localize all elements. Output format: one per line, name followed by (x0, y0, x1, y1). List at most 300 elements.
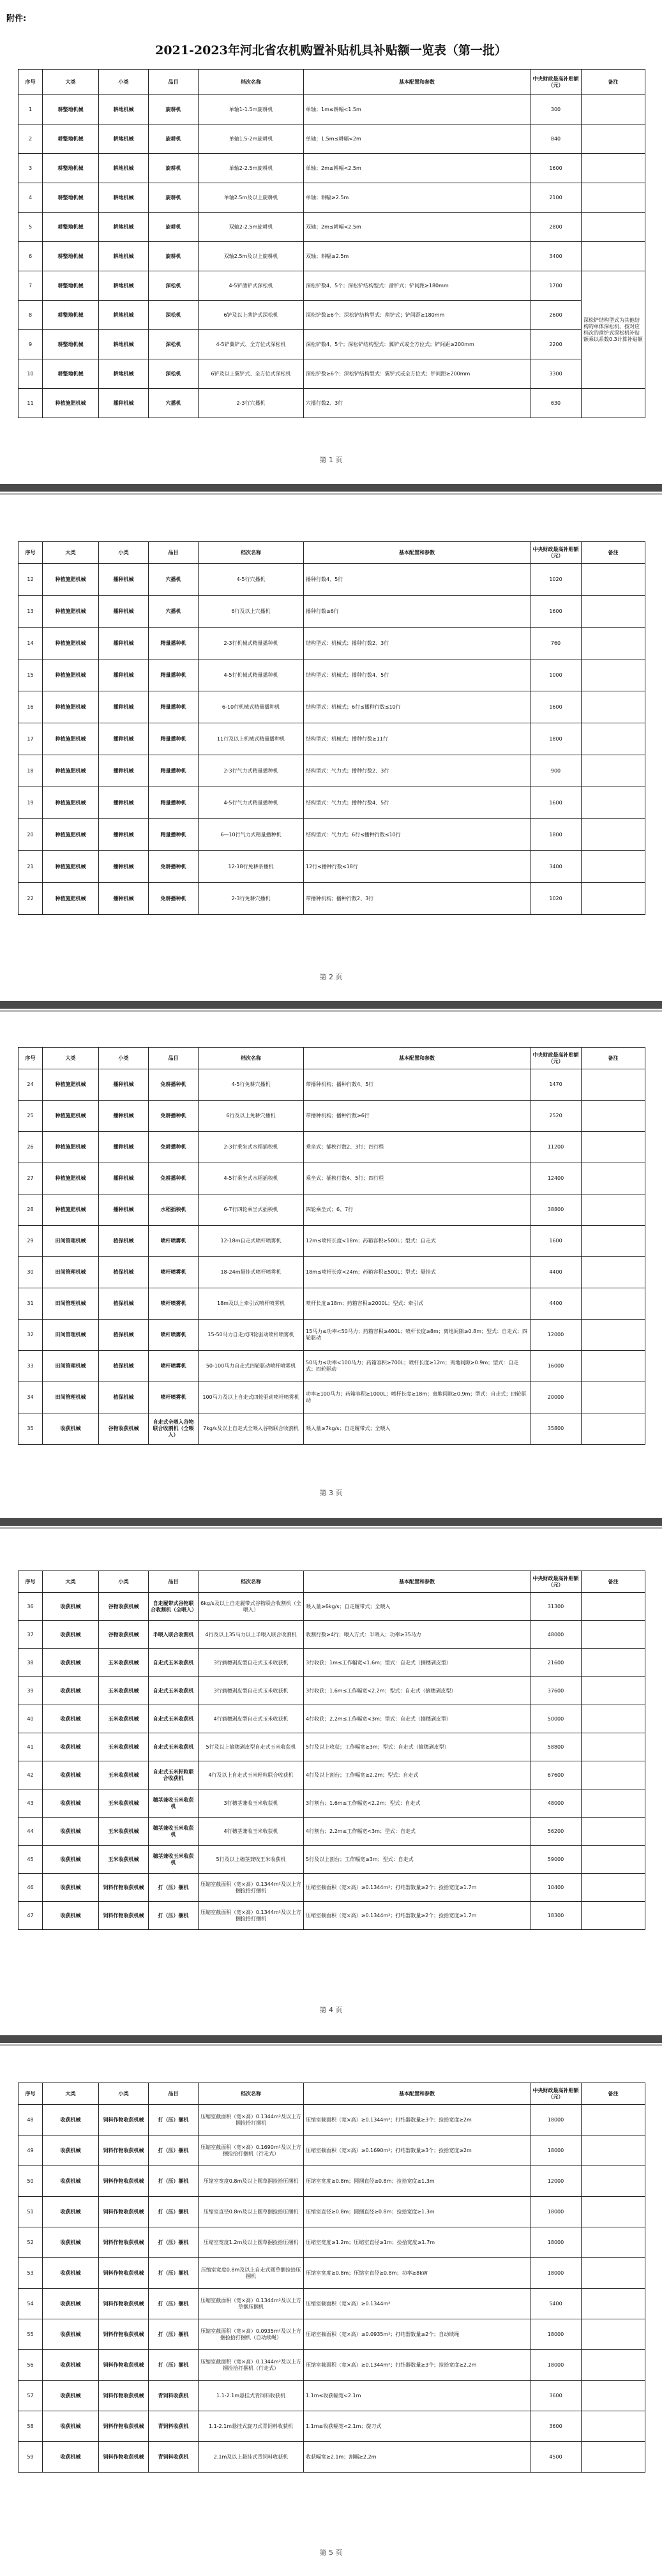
cell-category: 收获机械 (43, 2258, 99, 2289)
cell-subcategory: 谷物收获机械 (99, 1621, 149, 1649)
cell-amount: 48000 (530, 1789, 582, 1818)
cell-subcategory: 饲料作物收获机械 (99, 2135, 149, 2166)
cell-no: 55 (19, 2319, 43, 2350)
cell-remark (582, 1101, 645, 1132)
cell-remark (582, 1413, 645, 1445)
page-number: 第 3 页 (319, 1489, 343, 1497)
table-row (19, 154, 645, 183)
table-row (19, 1257, 645, 1288)
cell-amount: 1020 (530, 564, 582, 596)
cell-grade: 双轴2-2.5m旋耕机 (199, 213, 304, 242)
cell-category: 种植施肥机械 (43, 787, 99, 819)
cell-grade: 18m及以上牵引式喷杆喷雾机 (199, 1288, 304, 1320)
cell-grade: 4-5铲翼铲式、全方位式深松机 (199, 330, 304, 359)
cell-params: 压缩室截面积（宽×高）≥0.0935m²；打结器数量≥2个；自动续绳 (304, 2319, 530, 2350)
cell-category: 耕整地机械 (43, 359, 99, 389)
cell-remark (582, 242, 645, 271)
cell-no: 53 (19, 2258, 43, 2289)
cell-grade: 12-18行免耕条播机 (199, 851, 304, 883)
cell-no: 19 (19, 787, 43, 819)
cell-category: 种植施肥机械 (43, 1132, 99, 1163)
cell-item: 喷杆喷雾机 (149, 1382, 199, 1413)
table-row (19, 564, 645, 596)
cell-no: 31 (19, 1288, 43, 1320)
cell-category: 耕整地机械 (43, 154, 99, 183)
cell-no: 16 (19, 691, 43, 723)
cell-category: 种植施肥机械 (43, 691, 99, 723)
cell-amount: 1600 (530, 691, 582, 723)
cell-params: 压缩室截面积（宽×高）≥0.1344m²；打结器数量≥2个；捡拾宽度≥1.7m (304, 1874, 530, 1902)
cell-subcategory: 播种机械 (99, 564, 149, 596)
cell-grade: 6行及以上穴播机 (199, 596, 304, 628)
cell-no: 46 (19, 1874, 43, 1902)
cell-remark (582, 183, 645, 213)
cell-params: 4行及以上割台；工作幅宽≥2.2m；型式：自走式 (304, 1761, 530, 1789)
table-row (19, 1069, 645, 1101)
cell-no: 29 (19, 1226, 43, 1257)
cell-amount: 1000 (530, 659, 582, 691)
cell-no: 25 (19, 1101, 43, 1132)
cell-no: 26 (19, 1132, 43, 1163)
cell-no: 33 (19, 1351, 43, 1382)
cell-subcategory: 耕地机械 (99, 213, 149, 242)
cell-grade: 压缩室截面积（宽×高）0.1344m²及以上方捆捡拾打捆机（行走式） (199, 2350, 304, 2381)
cell-remark (582, 1649, 645, 1677)
table-row (19, 659, 645, 691)
table-row (19, 1593, 645, 1621)
cell-category: 收获机械 (43, 1733, 99, 1761)
cell-category: 收获机械 (43, 2411, 99, 2442)
column-header-remark: 备注 (582, 1571, 645, 1593)
cell-category: 种植施肥机械 (43, 851, 99, 883)
cell-item: 穗茎兼收玉米收获机 (149, 1789, 199, 1818)
cell-subcategory: 饲料作物收获机械 (99, 2258, 149, 2289)
cell-no: 14 (19, 628, 43, 659)
cell-remark (582, 1677, 645, 1705)
table-row (19, 628, 645, 659)
cell-subcategory: 玉米收获机械 (99, 1846, 149, 1874)
table-row (19, 1382, 645, 1413)
cell-no: 35 (19, 1413, 43, 1445)
cell-subcategory: 耕地机械 (99, 359, 149, 389)
cell-params: 结构型式：气力式；播种行数2、3行 (304, 755, 530, 787)
cell-item: 喷杆喷雾机 (149, 1257, 199, 1288)
cell-remark (582, 691, 645, 723)
table-row (19, 1874, 645, 1902)
cell-no: 30 (19, 1257, 43, 1288)
cell-item: 穴播机 (149, 564, 199, 596)
cell-amount: 38800 (530, 1194, 582, 1226)
table-row (19, 755, 645, 787)
cell-remark (582, 2442, 645, 2473)
attachment-label: 附件: (6, 14, 27, 24)
cell-no: 34 (19, 1382, 43, 1413)
cell-subcategory: 播种机械 (99, 883, 149, 915)
cell-remark (582, 2135, 645, 2166)
cell-category: 种植施肥机械 (43, 659, 99, 691)
table-row (19, 389, 645, 418)
cell-grade: 11行及以上机械式精量播种机 (199, 723, 304, 755)
cell-remark: 深松铲结构型式为其他结构的单体深松机，按对应档次的凿铲式深松机补贴额乘以系数0.3计算补贴额 (582, 271, 645, 389)
cell-amount: 2800 (530, 213, 582, 242)
cell-params: 压缩室直径≥0.8m；圆捆直径≥0.8m；捡拾宽度≥1.3m (304, 2197, 530, 2227)
cell-params: 播种行数≥6行 (304, 596, 530, 628)
column-header-subcategory: 小类 (99, 1048, 149, 1069)
cell-category: 收获机械 (43, 1789, 99, 1818)
cell-grade: 6-10行机械式精量播种机 (199, 691, 304, 723)
cell-category: 种植施肥机械 (43, 389, 99, 418)
table-row (19, 124, 645, 154)
cell-params: 喷杆长度≥18m；药箱容积≥2000L；型式：牵引式 (304, 1288, 530, 1320)
page-separator-shadow (0, 493, 662, 495)
cell-params: 压缩室截面积（宽×高）≥0.1344m²；打结器数量≥2个；捡拾宽度≥1.7m (304, 1902, 530, 1930)
cell-subcategory: 饲料作物收获机械 (99, 2411, 149, 2442)
cell-item: 半喂入联合收割机 (149, 1621, 199, 1649)
cell-amount: 1470 (530, 1069, 582, 1101)
column-header-amount: 中央财政最高补贴额（元） (530, 1048, 582, 1069)
cell-amount: 4500 (530, 2442, 582, 2473)
cell-params: 单轴；1.5m≤耕幅<2m (304, 124, 530, 154)
cell-subcategory: 谷物收获机械 (99, 1593, 149, 1621)
cell-category: 耕整地机械 (43, 330, 99, 359)
cell-category: 种植施肥机械 (43, 723, 99, 755)
cell-item: 深松机 (149, 359, 199, 389)
cell-no: 38 (19, 1649, 43, 1677)
cell-no: 1 (19, 95, 43, 124)
cell-remark (582, 2166, 645, 2197)
cell-subcategory: 饲料作物收获机械 (99, 2105, 149, 2135)
cell-amount: 18000 (530, 2258, 582, 2289)
cell-no: 13 (19, 596, 43, 628)
cell-item: 打（压）捆机 (149, 2227, 199, 2258)
cell-params: 播种行数4、5行 (304, 564, 530, 596)
cell-remark (582, 1226, 645, 1257)
cell-remark (582, 154, 645, 183)
cell-item: 打（压）捆机 (149, 2319, 199, 2350)
cell-remark (582, 1132, 645, 1163)
cell-grade: 15-50马力自走式四轮驱动喷杆喷雾机 (199, 1320, 304, 1351)
cell-category: 田间管理机械 (43, 1320, 99, 1351)
cell-amount: 59000 (530, 1846, 582, 1874)
cell-amount: 4400 (530, 1257, 582, 1288)
cell-subcategory: 玉米收获机械 (99, 1761, 149, 1789)
cell-item: 自走式玉米收获机 (149, 1649, 199, 1677)
page-separator-shadow (0, 2044, 662, 2046)
document-title: 2021-2023年河北省农机购置补贴机具补贴额一览表（第一批） (155, 43, 507, 57)
column-header-grade: 档次名称 (199, 1048, 304, 1069)
cell-subcategory: 玉米收获机械 (99, 1733, 149, 1761)
cell-no: 28 (19, 1194, 43, 1226)
cell-amount: 1700 (530, 271, 582, 301)
cell-item: 打（压）捆机 (149, 1902, 199, 1930)
cell-amount: 3300 (530, 359, 582, 389)
cell-params: 带播种机构；播种行数4、5行 (304, 1069, 530, 1101)
cell-params: 压缩室截面积（宽×高）≥0.1344m² (304, 2289, 530, 2319)
cell-grade: 压缩室直径0.8m及以上圆草捆捡拾压捆机 (199, 2197, 304, 2227)
cell-category: 田间管理机械 (43, 1382, 99, 1413)
cell-grade: 4-5行机械式精量播种机 (199, 659, 304, 691)
cell-amount: 12400 (530, 1163, 582, 1194)
cell-item: 深松机 (149, 271, 199, 301)
cell-params: 结构型式：气力式；播种行数4、5行 (304, 787, 530, 819)
column-header-subcategory: 小类 (99, 542, 149, 564)
cell-grade: 单轴2-2.5m旋耕机 (199, 154, 304, 183)
table-row (19, 2135, 645, 2166)
cell-subcategory: 饲料作物收获机械 (99, 1902, 149, 1930)
cell-params: 12行≤播种行数≤18行 (304, 851, 530, 883)
table-row (19, 2411, 645, 2442)
cell-no: 36 (19, 1593, 43, 1621)
column-header-remark: 备注 (582, 2083, 645, 2105)
column-header-category: 大类 (43, 542, 99, 564)
cell-subcategory: 耕地机械 (99, 330, 149, 359)
cell-remark (582, 1320, 645, 1351)
cell-remark (582, 1902, 645, 1930)
cell-item: 自走式玉米收获机 (149, 1705, 199, 1733)
cell-subcategory: 播种机械 (99, 787, 149, 819)
cell-remark (582, 787, 645, 819)
cell-subcategory: 播种机械 (99, 819, 149, 851)
cell-category: 耕整地机械 (43, 213, 99, 242)
cell-item: 打（压）捆机 (149, 2258, 199, 2289)
cell-subcategory: 耕地机械 (99, 242, 149, 271)
cell-params: 压缩室截面积（宽×高）≥0.1344m²；打结器数量≥3个；捡拾宽度≥2.2m (304, 2350, 530, 2381)
cell-no: 47 (19, 1902, 43, 1930)
cell-remark (582, 851, 645, 883)
cell-category: 收获机械 (43, 2105, 99, 2135)
cell-grade: 18-24m悬挂式喷杆喷雾机 (199, 1257, 304, 1288)
table-row (19, 2166, 645, 2197)
cell-params: 3行收获；1m≤工作幅宽<1.6m；型式：自走式（摘穗剥皮型） (304, 1649, 530, 1677)
cell-item: 精量播种机 (149, 787, 199, 819)
cell-category: 收获机械 (43, 2350, 99, 2381)
column-header-category: 大类 (43, 2083, 99, 2105)
cell-no: 50 (19, 2166, 43, 2197)
cell-grade: 6—10行气力式精量播种机 (199, 819, 304, 851)
table-row (19, 1621, 645, 1649)
column-header-amount: 中央财政最高补贴额（元） (530, 2083, 582, 2105)
cell-amount: 10400 (530, 1874, 582, 1902)
cell-item: 精量播种机 (149, 659, 199, 691)
cell-subcategory: 播种机械 (99, 628, 149, 659)
column-header-remark: 备注 (582, 70, 645, 95)
table-row (19, 851, 645, 883)
column-header-category: 大类 (43, 1048, 99, 1069)
cell-category: 收获机械 (43, 1413, 99, 1445)
cell-subcategory: 饲料作物收获机械 (99, 2197, 149, 2227)
cell-remark (582, 1621, 645, 1649)
cell-remark (582, 564, 645, 596)
cell-no: 32 (19, 1320, 43, 1351)
cell-grade: 压缩室宽度0.8m及以上自走式圆草捆捡拾压捆机 (199, 2258, 304, 2289)
cell-no: 48 (19, 2105, 43, 2135)
cell-remark (582, 1593, 645, 1621)
cell-params: 压缩室宽度≥0.8m；圆捆直径≥0.8m；捡拾宽度≥1.3m (304, 2166, 530, 2197)
cell-grade: 7kg/s及以上自走式全喂入谷物联合收割机 (199, 1413, 304, 1445)
column-header-no: 序号 (19, 70, 43, 95)
table-row (19, 2350, 645, 2381)
cell-params: 乘坐式；插秧行数4、5行；四行程 (304, 1163, 530, 1194)
column-header-item: 品目 (149, 70, 199, 95)
table-row (19, 2197, 645, 2227)
cell-params: 带播种机构；播种行数2、3行 (304, 883, 530, 915)
cell-grade: 4行穗茎兼收玉米收获机 (199, 1818, 304, 1846)
cell-subcategory: 播种机械 (99, 1163, 149, 1194)
cell-grade: 5行及以上摘穗剥皮型自走式玉米收获机 (199, 1733, 304, 1761)
cell-category: 种植施肥机械 (43, 1194, 99, 1226)
cell-params: 穴播行数2、3行 (304, 389, 530, 418)
cell-category: 耕整地机械 (43, 183, 99, 213)
cell-category: 收获机械 (43, 2227, 99, 2258)
cell-grade: 压缩室截面积（宽×高）0.1690m²及以上方捆捡拾打捆机（行走式） (199, 2135, 304, 2166)
cell-remark (582, 723, 645, 755)
cell-grade: 3行穗茎兼收玉米收获机 (199, 1789, 304, 1818)
cell-grade: 4行摘穗剥皮型自走式玉米收获机 (199, 1705, 304, 1733)
cell-category: 收获机械 (43, 2381, 99, 2411)
cell-amount: 3600 (530, 2411, 582, 2442)
cell-grade: 1.1-2.1m悬挂式旋刀式青饲料收获机 (199, 2411, 304, 2442)
cell-remark (582, 1163, 645, 1194)
cell-amount: 1800 (530, 723, 582, 755)
cell-grade: 4-5行气力式精量播种机 (199, 787, 304, 819)
cell-item: 自走履带式谷物联合收割机（全喂入） (149, 1593, 199, 1621)
column-header-amount: 中央财政最高补贴额（元） (530, 70, 582, 95)
cell-category: 种植施肥机械 (43, 564, 99, 596)
cell-amount: 760 (530, 628, 582, 659)
cell-item: 穗茎兼收玉米收获机 (149, 1818, 199, 1846)
cell-remark (582, 2227, 645, 2258)
page-number: 第 5 页 (319, 2549, 343, 2557)
cell-grade: 压缩室截面积（宽×高）0.1344m²及以上方捆捡拾打捆机 (199, 1874, 304, 1902)
table-page-4 (18, 1570, 645, 1930)
table-page-2 (18, 541, 645, 915)
cell-params: 喂入量≥7kg/s；自走履带式；全喂入 (304, 1413, 530, 1445)
cell-amount: 4400 (530, 1288, 582, 1320)
cell-amount: 18300 (530, 1902, 582, 1930)
table-page-1 (18, 69, 645, 418)
cell-grade: 2-3行免耕穴播机 (199, 883, 304, 915)
cell-params: 压缩室宽度≥0.8m；压缩室直径≥0.8m；功率≥8kW (304, 2258, 530, 2289)
cell-subcategory: 饲料作物收获机械 (99, 1874, 149, 1902)
page-number: 第 2 页 (319, 973, 343, 981)
cell-no: 54 (19, 2289, 43, 2319)
cell-no: 9 (19, 330, 43, 359)
table-page-5 (18, 2083, 645, 2473)
cell-no: 12 (19, 564, 43, 596)
cell-amount: 58800 (530, 1733, 582, 1761)
column-header-category: 大类 (43, 70, 99, 95)
cell-grade: 4行及以上35马力以上半喂入联合收割机 (199, 1621, 304, 1649)
cell-no: 27 (19, 1163, 43, 1194)
cell-subcategory: 播种机械 (99, 851, 149, 883)
cell-subcategory: 饲料作物收获机械 (99, 2227, 149, 2258)
cell-no: 8 (19, 301, 43, 330)
column-header-no: 序号 (19, 1048, 43, 1069)
cell-no: 41 (19, 1733, 43, 1761)
cell-category: 耕整地机械 (43, 301, 99, 330)
cell-params: 四轮乘坐式；6、7行 (304, 1194, 530, 1226)
column-header-params: 基本配置和参数 (304, 1048, 530, 1069)
cell-grade: 50-100马力自走式四轮驱动喷杆喷雾机 (199, 1351, 304, 1382)
cell-item: 自走式玉米收获机 (149, 1733, 199, 1761)
cell-grade: 100马力及以上自走式四轮驱动喷杆喷雾机 (199, 1382, 304, 1413)
cell-category: 种植施肥机械 (43, 819, 99, 851)
cell-amount: 5400 (530, 2289, 582, 2319)
cell-remark (582, 1761, 645, 1789)
cell-subcategory: 饲料作物收获机械 (99, 2289, 149, 2319)
cell-no: 37 (19, 1621, 43, 1649)
column-header-category: 大类 (43, 1571, 99, 1593)
cell-item: 穴播机 (149, 389, 199, 418)
cell-item: 深松机 (149, 301, 199, 330)
cell-item: 旋耕机 (149, 124, 199, 154)
table-row (19, 819, 645, 851)
cell-item: 精量播种机 (149, 691, 199, 723)
table-row (19, 1101, 645, 1132)
cell-params: 收获幅宽≥2.1m；割幅≥2.2m (304, 2442, 530, 2473)
column-header-item: 品目 (149, 1048, 199, 1069)
cell-grade: 6-7行四轮乘坐式插秧机 (199, 1194, 304, 1226)
cell-params: 3行收获；1.6m≤工作幅宽<2.2m；型式：自走式（摘穗剥皮型） (304, 1677, 530, 1705)
cell-category: 耕整地机械 (43, 271, 99, 301)
cell-category: 田间管理机械 (43, 1226, 99, 1257)
cell-category: 种植施肥机械 (43, 1069, 99, 1101)
cell-subcategory: 植保机械 (99, 1257, 149, 1288)
cell-amount: 18000 (530, 2319, 582, 2350)
cell-remark (582, 95, 645, 124)
cell-params: 深松铲数4、5个；深松铲结构型式：翼铲式或全方位式；铲间距≥200mm (304, 330, 530, 359)
cell-params: 4行割台；2.2m≤工作幅宽<3m；型式：自走式 (304, 1818, 530, 1846)
cell-item: 旋耕机 (149, 154, 199, 183)
cell-params: 结构型式：气力式；6行≤播种行数≤10行 (304, 819, 530, 851)
cell-category: 收获机械 (43, 1593, 99, 1621)
cell-no: 42 (19, 1761, 43, 1789)
cell-amount: 18000 (530, 2350, 582, 2381)
cell-item: 穴播机 (149, 596, 199, 628)
cell-grade: 6kg/s及以上自走履带式谷物联合收割机（全喂入） (199, 1593, 304, 1621)
column-header-params: 基本配置和参数 (304, 70, 530, 95)
cell-grade: 12-18m自走式喷杆喷雾机 (199, 1226, 304, 1257)
cell-remark (582, 659, 645, 691)
cell-subcategory: 耕地机械 (99, 124, 149, 154)
cell-category: 田间管理机械 (43, 1257, 99, 1288)
table-header-row (19, 2083, 645, 2105)
subsidy-table (18, 1047, 645, 1445)
cell-item: 免耕播种机 (149, 1101, 199, 1132)
cell-no: 24 (19, 1069, 43, 1101)
table-row (19, 596, 645, 628)
table-row (19, 1226, 645, 1257)
cell-category: 收获机械 (43, 2289, 99, 2319)
page-separator (0, 2035, 662, 2043)
cell-no: 51 (19, 2197, 43, 2227)
cell-amount: 3600 (530, 2381, 582, 2411)
cell-subcategory: 播种机械 (99, 691, 149, 723)
cell-amount: 630 (530, 389, 582, 418)
cell-item: 旋耕机 (149, 213, 199, 242)
cell-amount: 1600 (530, 154, 582, 183)
cell-item: 青饲料收获机 (149, 2442, 199, 2473)
cell-grade: 2-3行机械式精量播种机 (199, 628, 304, 659)
column-header-amount: 中央财政最高补贴额（元） (530, 542, 582, 564)
cell-item: 免耕播种机 (149, 883, 199, 915)
page-separator-shadow (0, 1527, 662, 1529)
table-page-3 (18, 1047, 645, 1445)
cell-category: 收获机械 (43, 1677, 99, 1705)
column-header-grade: 档次名称 (199, 542, 304, 564)
cell-no: 20 (19, 819, 43, 851)
cell-category: 收获机械 (43, 2197, 99, 2227)
